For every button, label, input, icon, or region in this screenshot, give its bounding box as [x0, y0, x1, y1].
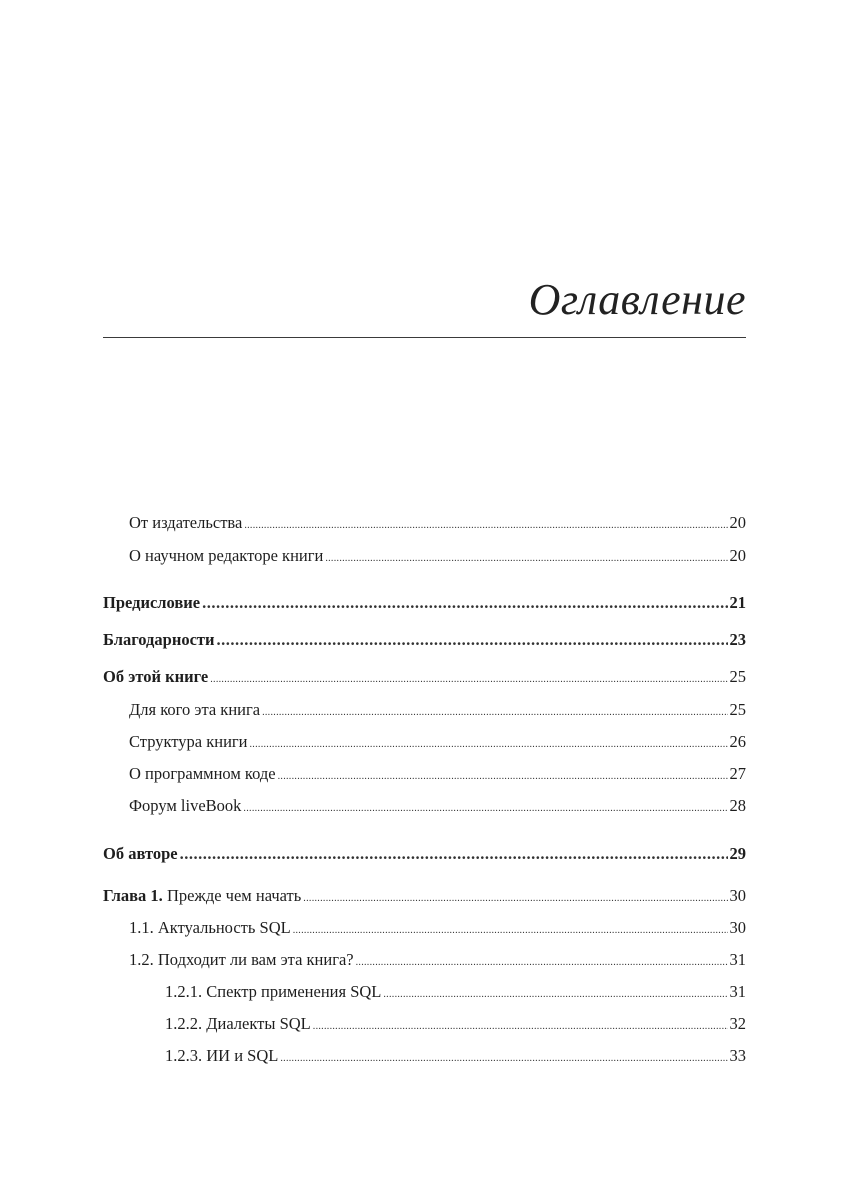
toc-entry[interactable] — [129, 949, 746, 974]
toc-entry[interactable] — [165, 1045, 746, 1070]
dot-leader — [210, 669, 727, 691]
dot-leader — [313, 1016, 728, 1038]
dot-leader — [303, 888, 727, 910]
dot-leader — [243, 798, 727, 820]
toc-entry-page: 26 — [729, 732, 746, 751]
page-title: Оглавление — [528, 275, 746, 324]
toc-entry[interactable] — [129, 545, 746, 570]
toc-entry[interactable] — [129, 795, 746, 820]
toc-entry-page: 30 — [729, 886, 746, 905]
dot-leader — [356, 952, 728, 974]
toc-entry[interactable] — [103, 885, 746, 910]
toc-entry-page: 20 — [729, 546, 746, 565]
toc-entry-label: Структура книги — [129, 732, 248, 751]
toc-entry-page: 20 — [729, 513, 746, 532]
dot-leader — [217, 629, 728, 651]
toc-entry-page: 30 — [729, 918, 746, 937]
toc-entry-label: Форум liveBook — [129, 796, 242, 815]
title-divider — [103, 337, 746, 338]
toc-entry-label: Об авторе — [103, 844, 178, 863]
toc-entry[interactable] — [103, 592, 746, 614]
toc-entry[interactable] — [103, 666, 746, 691]
toc-entry-label: 1.1. Актуальность SQL — [129, 918, 291, 937]
toc-entry-page: 25 — [729, 667, 746, 686]
toc-entry-page: 23 — [729, 630, 746, 649]
toc-entry-page: 25 — [729, 700, 746, 719]
dot-leader — [383, 984, 727, 1006]
toc-entry[interactable] — [129, 917, 746, 942]
dot-leader — [250, 734, 728, 756]
toc-entry-label: О программном коде — [129, 764, 276, 783]
dot-leader — [278, 766, 728, 788]
toc-entry-label: 1.2.2. Диалекты SQL — [165, 1014, 311, 1033]
toc-entry[interactable] — [129, 512, 746, 537]
toc-entry-label: Глава 1. Прежде чем начать — [103, 886, 302, 905]
toc-entry-label: От издательства — [129, 513, 243, 532]
toc-entry-label: Предисловие — [103, 593, 201, 612]
toc-entry[interactable] — [103, 629, 746, 651]
toc-entry[interactable] — [129, 731, 746, 756]
dot-leader — [325, 548, 727, 570]
toc-entry-page: 21 — [729, 593, 746, 612]
toc-entry-page: 33 — [729, 1046, 746, 1065]
dot-leader — [202, 592, 727, 614]
toc-entry-page: 31 — [729, 982, 746, 1001]
toc-entry-label: О научном редакторе книги — [129, 546, 324, 565]
toc-entry[interactable] — [165, 1013, 746, 1038]
toc-entry-page: 28 — [729, 796, 746, 815]
dot-leader — [262, 702, 727, 724]
toc-entry[interactable] — [103, 843, 746, 865]
toc-entry[interactable] — [165, 981, 746, 1006]
toc-entry-label: 1.2.3. ИИ и SQL — [165, 1046, 279, 1065]
toc-entry-label: Для кого эта книга — [129, 700, 261, 719]
toc-entry-page: 31 — [729, 950, 746, 969]
toc-entry-label: 1.2.1. Спектр применения SQL — [165, 982, 382, 1001]
toc-entry-page: 27 — [729, 764, 746, 783]
dot-leader — [293, 920, 728, 942]
toc-entry-label: Об этой книге — [103, 667, 209, 686]
chapter-prefix: Глава 1. — [103, 886, 163, 905]
toc-entry-label: 1.2. Подходит ли вам эта книга? — [129, 950, 354, 969]
toc-entry-page: 32 — [729, 1014, 746, 1033]
toc-entry-label: Благодарности — [103, 630, 215, 649]
dot-leader — [180, 843, 728, 865]
toc-entry[interactable] — [129, 763, 746, 788]
toc-entry-page: 29 — [729, 844, 746, 863]
toc-entry[interactable] — [129, 699, 746, 724]
dot-leader — [280, 1048, 727, 1070]
dot-leader — [244, 515, 727, 537]
